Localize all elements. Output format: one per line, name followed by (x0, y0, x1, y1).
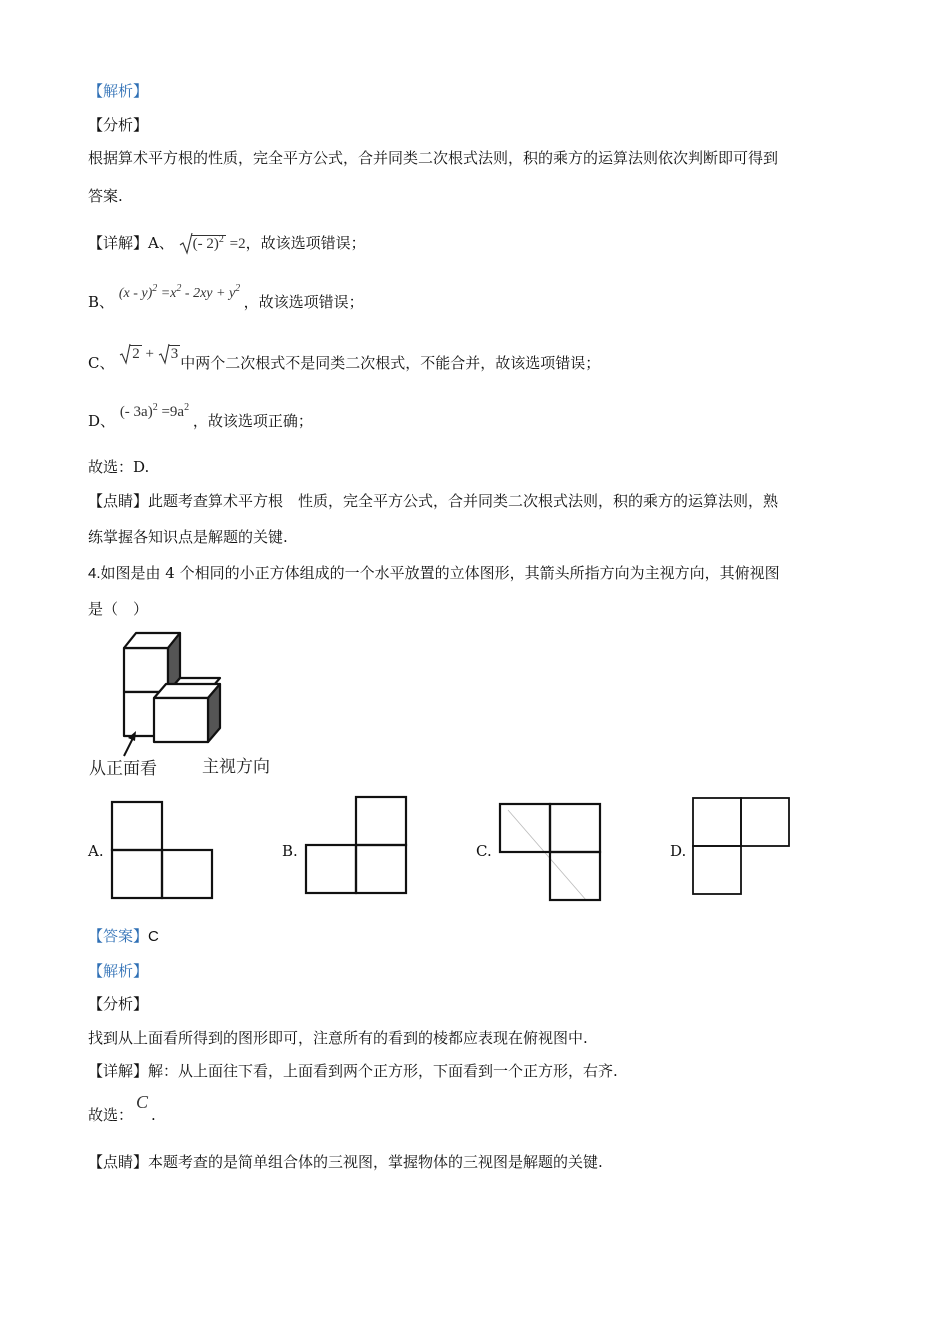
cube-figure (84, 628, 294, 780)
comment-line-2: 练掌握各知识点是解题的关键. (88, 528, 288, 546)
q4-analysis-tag: 【解析】 (88, 962, 149, 980)
option-b-text: ，故该选项错误； (243, 293, 364, 311)
fenxi-tag: 【分析】 (88, 116, 149, 134)
q4-detail-tag: 【详解】 (88, 1062, 149, 1080)
detail-line-a (88, 232, 366, 253)
option-c-math: 2 + 3 (119, 346, 180, 363)
option-a-text: ，故该选项错误； (245, 234, 366, 252)
q4-choose-line: 故选：C. (88, 1092, 156, 1124)
option-d-label-q4[interactable]: D. (670, 842, 687, 860)
choose-line: 故选：D. (88, 458, 150, 476)
option-a-figure[interactable] (108, 800, 216, 902)
answer-tag: 【答案】 (88, 927, 149, 945)
q4-detail-line: 【详解】解：从上面往下看，上面看到两个正方形，下面看到一个正方形，右齐. (88, 1062, 618, 1080)
comment-tag: 【点睛】 (88, 492, 149, 510)
detail-line-d (88, 402, 313, 431)
comment-line-1: 【点睛】此题考查算术平方根 性质，完全平方公式，合并同类二次根式法则，积的乘方的运算法则，熟 (88, 492, 779, 510)
figure-caption-right: 主视方向 (202, 757, 270, 777)
analysis-tag: 【解析】 (88, 82, 149, 100)
radical-sign-icon (158, 343, 170, 365)
question-4-stem-line-2: 是（ ） (88, 600, 149, 618)
q4-comment-line: 【点睛】本题考查的是简单组合体的三视图，掌握物体的三视图是解题的关键. (88, 1153, 603, 1171)
answer-line (88, 925, 159, 946)
fenxi-text-line-2: 答案. (88, 187, 123, 205)
option-c-label-q4[interactable]: C. (476, 842, 492, 860)
answer-value: C (148, 928, 159, 945)
option-c-text: 中两个二次根式不是同类二次根式，不能合并，故该选项错误； (180, 354, 601, 372)
option-d-math: (- $3a)^2 =9a^2$ (119, 402, 190, 420)
option-d-figure[interactable] (690, 795, 794, 899)
q4-comment-tag: 【点睛】 (88, 1153, 149, 1171)
option-d-text: ，故该选项正确； (192, 412, 313, 430)
option-a-label: A、 (148, 234, 174, 252)
q4-fenxi-tag: 【分析】 (88, 995, 149, 1013)
detail-line-c (88, 346, 601, 373)
option-b-label-q4[interactable]: B. (282, 842, 298, 860)
q4-choose-value: C (136, 1092, 149, 1112)
q4-fenxi-text: 找到从上面看所得到的图形即可，注意所有的看到的棱都应表现在俯视图中. (88, 1029, 588, 1047)
detail-line-b (88, 283, 364, 312)
cube-top-front (124, 648, 168, 692)
option-c-label: C、 (88, 354, 115, 372)
option-d-label: D、 (88, 412, 116, 430)
detail-tag: 【详解】 (88, 234, 149, 252)
figure-caption-left: 从正面看 (89, 759, 157, 779)
question-4-stem-line-1: 4.如图是由 4 个相同的小正方体组成的一个水平放置的立体图形，其箭头所指方向为主视方向，其俯视图 (88, 564, 780, 582)
question-number: 4. (88, 565, 101, 582)
radical-sign-icon (119, 343, 131, 365)
option-b-label: B、 (88, 293, 115, 311)
option-b-math: $(x - y)^2 =x^2 - 2xy + y^2$ (118, 283, 241, 301)
cube-front-right-front (154, 698, 208, 742)
fenxi-text-line-1: 根据算术平方根的性质，完全平方公式，合并同类二次根式法则，积的乘方的运算法则依次判断即可得到 (88, 149, 779, 167)
radical-sign-icon (179, 232, 193, 256)
option-a-math: (- 2)$^2$ =2 (179, 236, 246, 253)
option-a-label-q4[interactable]: A. (88, 842, 104, 860)
option-c-figure[interactable] (496, 800, 604, 904)
option-b-figure[interactable] (302, 795, 410, 897)
